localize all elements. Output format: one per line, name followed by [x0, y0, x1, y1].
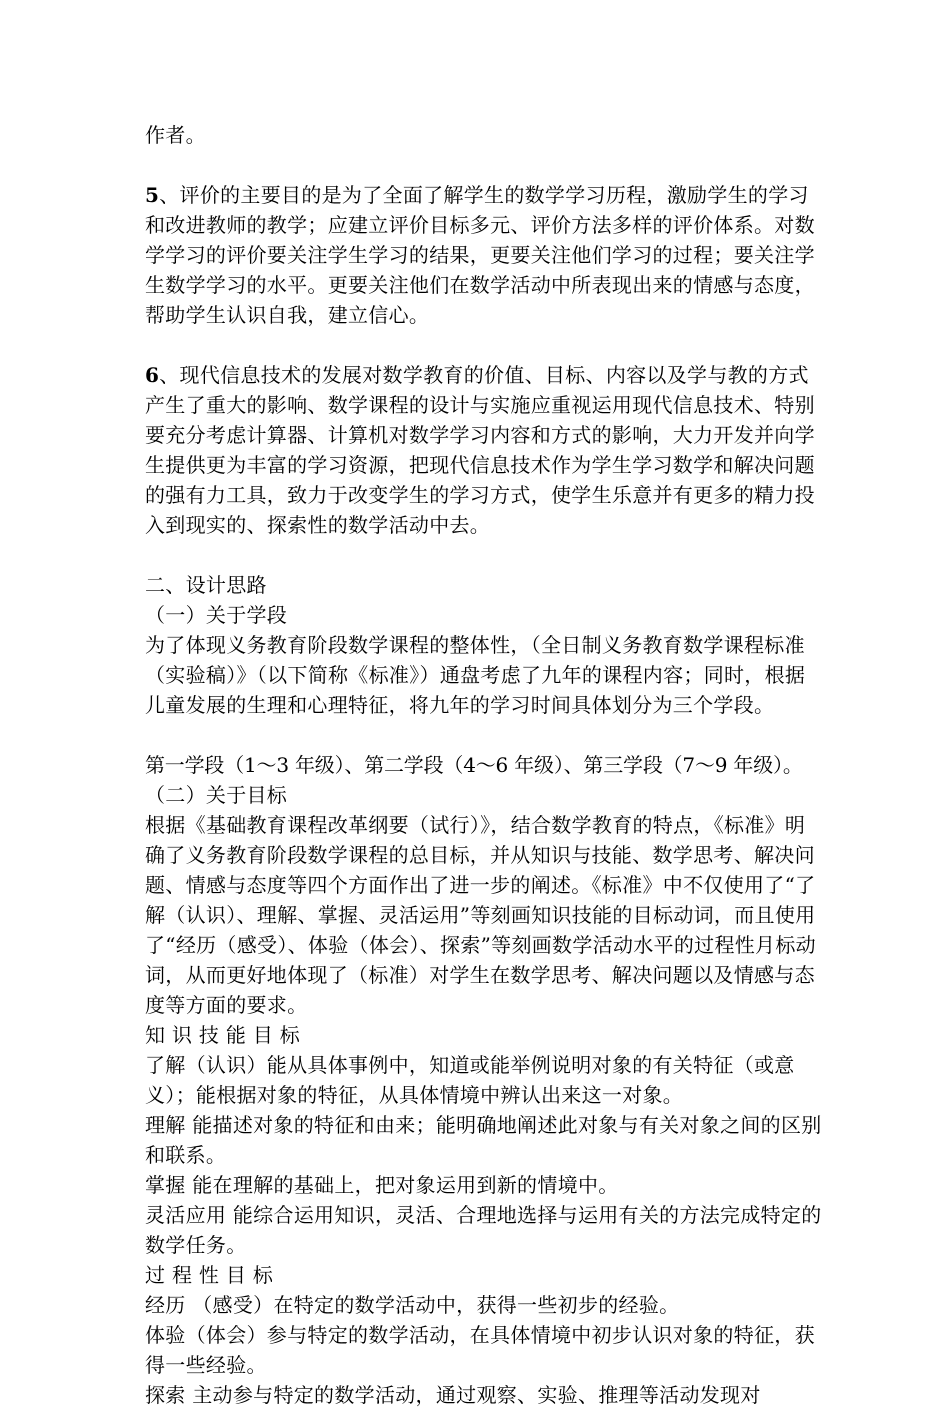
paragraph-understand: 了解（认识）能从具体事例中，知道或能举例说明对象的有关特征（或意义）；能根据对象的特征，从具体情境中辨认出来这一对象。 — [145, 1053, 795, 1107]
document-page — [145, 120, 825, 1410]
paragraph-gap — [145, 150, 825, 180]
paragraph-gap — [145, 540, 825, 570]
paragraph-experience: 经历 （感受）在特定的数学活动中，获得一些初步的经验。 — [145, 1293, 680, 1317]
paragraph-feel: 体验（体会）参与特定的数学活动，在具体情境中初步认识对象的特征，获得一些经验。 — [145, 1323, 815, 1377]
heading-about-stages: （一）关于学段 — [145, 603, 288, 627]
paragraph-comprehend: 理解 能描述对象的特征和由来；能明确地阐述此对象与有关对象之间的区别和联系。 — [145, 1113, 822, 1167]
paragraph-explore: 探索 主动参与特定的数学活动，通过观察、实验、推理等活动发现对 — [145, 1383, 761, 1407]
paragraph-gap — [145, 330, 825, 360]
item-5-text: 、评价的主要目的是为了全面了解学生的数学学习历程，激励学生的学习和改进教师的教学；应建立评价目标多元、评价方法多样的评价体系。对数学学习的评价要关注学生学习的结果，更要关注他们学习的过程；要关注学生数学学习的水平。更要关注他们在数学活动中所表现出来的情感与态度，帮助学生认识自我，建立信心。 — [145, 183, 815, 327]
item-6-text: 、现代信息技术的发展对数学教育的价值、目标、内容以及学与教的方式产生了重大的影响、数学课程的设计与实施应重视运用现代信息技术、特别要充分考虑计算器、计算机对数学学习内容和方式的影响，大力开发并向学生提供更为丰富的学习资源，把现代信息技术作为学生学习数学和解决问题的强有力工具，致力于改变学生的学习方式，使学生乐意并有更多的精力投入到现实的、探索性的数学活动中去。 — [145, 363, 815, 537]
paragraph-author-tail: 作者。 — [145, 123, 206, 147]
paragraph-master: 掌握 能在理解的基础上，把对象运用到新的情境中。 — [145, 1173, 619, 1197]
paragraph-stages: 为了体现义务教育阶段数学课程的整体性，（全日制义务教育数学课程标准（实验稿）》（以下简称《标准》）通盘考虑了九年的课程内容；同时，根据儿童发展的生理和心理特征，将九年的学习时间具体划分为三个学段。 — [145, 633, 806, 717]
paragraph-item-6 — [145, 360, 825, 540]
heading-process-goals: 过 程 性 目 标 — [145, 1263, 274, 1287]
paragraph-item-5 — [145, 180, 825, 330]
heading-design-ideas: 二、设计思路 — [145, 573, 267, 597]
paragraph-flexible-use: 灵活应用 能综合运用知识，灵活、合理地选择与运用有关的方法完成特定的数学任务。 — [145, 1203, 822, 1257]
paragraph-grade-ranges: 第一学段（1～3 年级）、第二学段（4～6 年级）、第三学段（7～9 年级）。 — [145, 753, 803, 777]
item-number-5: 5 — [145, 183, 160, 207]
heading-about-goals: （二）关于目标 — [145, 783, 288, 807]
paragraph-goals: 根据《基础教育课程改革纲要（试行）》，结合数学教育的特点，《标准》明确了义务教育阶段数学课程的总目标，并从知识与技能、数学思考、解决问题、情感与态度等四个方面作出了进一步的阐述。《标准》中不仅使用了“了解（认识）、理解、掌握、灵活运用”等刻画知识技能的目标动词，而且使用了“经历（感受）、体验（体会）、探索”等刻画数学活动水平的过程性月标动词，从而更好地体现了（标准）对学生在数学思考、解决问题以及情感与态度等方面的要求。 — [145, 813, 816, 1017]
heading-knowledge-skill-goals: 知 识 技 能 目 标 — [145, 1023, 301, 1047]
item-number-6: 6 — [145, 363, 160, 387]
paragraph-gap — [145, 720, 825, 750]
